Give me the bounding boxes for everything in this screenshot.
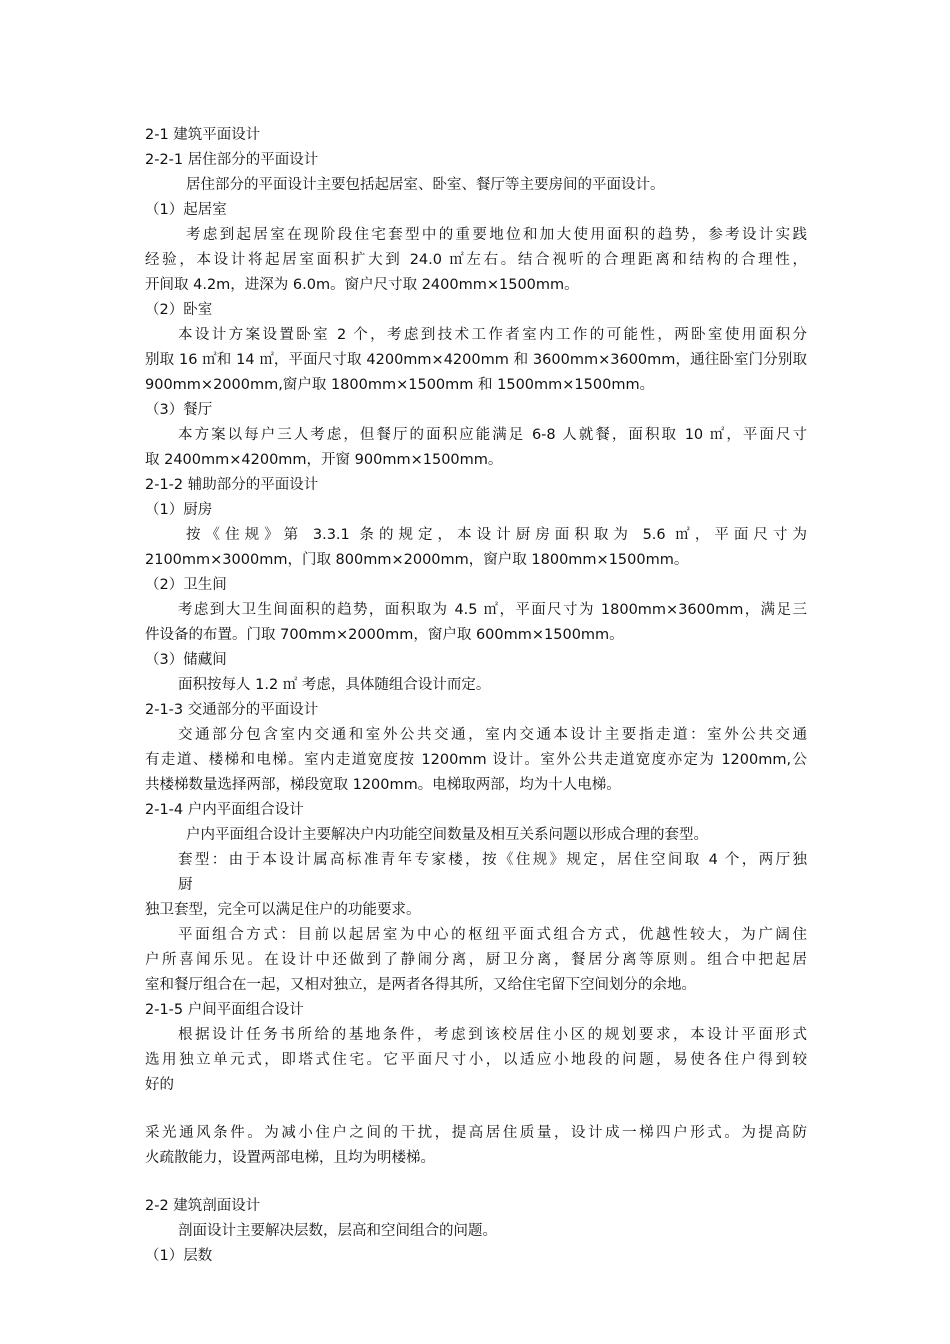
paragraph-line: 选用独立单元式，即塔式住宅。它平面尺寸小，以适应小地段的问题，易使各住户得到较 (145, 1052, 807, 1068)
paragraph-line: 平面组合方式：目前以起居室为中心的枢纽平面式组合方式，优越性较大，为广阔住 (178, 927, 807, 943)
paragraph-line: 户所喜闻乐见。在设计中还做到了静闹分离，厨卫分离，餐居分离等原则。组合中把起居 (145, 952, 807, 968)
list-item-heading: （1）厨房 (145, 502, 213, 518)
paragraph-line: 别取 16 ㎡和 14 ㎡，平面尺寸取 4200mm×4200mm 和 3600mm×3600mm，通往卧室门分别取 (145, 352, 807, 368)
paragraph-line: 共楼梯数量选择两部，梯段宽取 1200mm。电梯取两部，均为十人电梯。 (145, 777, 621, 793)
paragraph-line: 2100mm×3000mm，门取 800mm×2000mm，窗户取 1800mm×1500mm。 (145, 552, 689, 568)
paragraph-line: 套型：由于本设计属高标准青年专家楼，按《住规》规定，居住空间取 4 个，两厅独 (178, 852, 807, 868)
subsection-heading: 2-2-1 居住部分的平面设计 (145, 152, 319, 168)
paragraph-line: 交通部分包含室内交通和室外公共交通，室内交通本设计主要指走道：室外公共交通 (178, 727, 807, 743)
paragraph-line: 居住部分的平面设计主要包括起居室、卧室、餐厅等主要房间的平面设计。 (186, 177, 665, 193)
paragraph-line: 经验，本设计将起居室面积扩大到 24.0 ㎡左右。结合视听的合理距离和结构的合理性， (145, 252, 807, 268)
paragraph-line: 有走道、楼梯和电梯。室内走道宽度按 1200mm 设计。室外公共走道宽度亦定为 1200mm,公 (145, 752, 807, 768)
list-item-heading: （2）卫生间 (145, 577, 227, 593)
paragraph-line: 考虑到大卫生间面积的趋势，面积取为 4.5 ㎡，平面尺寸为 1800mm×3600mm，满足三 (178, 602, 807, 618)
list-item-heading: （1）起居室 (145, 202, 227, 218)
subsection-heading: 2-1-3 交通部分的平面设计 (145, 702, 319, 718)
paragraph-line: 户内平面组合设计主要解决户内功能空间数量及相互关系问题以形成合理的套型。 (186, 827, 708, 843)
subsection-heading: 2-1-5 户间平面组合设计 (145, 1002, 304, 1018)
subsection-heading: 2-1-4 户内平面组合设计 (145, 802, 304, 818)
paragraph-line: 室和餐厅组合在一起，又相对独立，是两者各得其所，又给住宅留下空间划分的余地。 (145, 977, 696, 993)
paragraph-line: 厨 (178, 877, 193, 893)
section-heading: 2-1 建筑平面设计 (145, 127, 261, 143)
list-item-heading: （2）卧室 (145, 302, 213, 318)
paragraph-line: 本设计方案设置卧室 2 个，考虑到技术工作者室内工作的可能性，两卧室使用面积分 (178, 327, 807, 343)
paragraph-line: 900mm×2000mm,窗户取 1800mm×1500mm 和 1500mm×1500mm。 (145, 377, 655, 393)
paragraph-line: 火疏散能力，设置两部电梯，且均为明楼梯。 (145, 1150, 435, 1166)
list-item-heading: （3）餐厅 (145, 402, 213, 418)
list-item-heading: （1）层数 (145, 1248, 213, 1264)
paragraph-line: 按《住规》第 3.3.1 条的规定，本设计厨房面积取为 5.6 ㎡，平面尺寸为 (186, 527, 807, 543)
paragraph-line: 根据设计任务书所给的基地条件，考虑到该校居住小区的规划要求，本设计平面形式 (178, 1027, 807, 1043)
paragraph-line: 取 2400mm×4200mm，开窗 900mm×1500mm。 (145, 452, 503, 468)
paragraph-line: 好的 (145, 1077, 174, 1093)
list-item-heading: （3）储藏间 (145, 652, 227, 668)
paragraph-line: 考虑到起居室在现阶段住宅套型中的重要地位和加大使用面积的趋势，参考设计实践 (186, 227, 807, 243)
paragraph-line: 件设备的布置。门取 700mm×2000mm，窗户取 600mm×1500mm。 (145, 627, 624, 643)
section-heading: 2-2 建筑剖面设计 (145, 1198, 261, 1214)
paragraph-line: 开间取 4.2m，进深为 6.0m。窗户尺寸取 2400mm×1500mm。 (145, 277, 579, 293)
paragraph-line: 面积按每人 1.2 ㎡ 考虑，具体随组合设计而定。 (178, 677, 491, 693)
paragraph-line: 剖面设计主要解决层数，层高和空间组合的问题。 (178, 1223, 497, 1239)
paragraph-line: 独卫套型，完全可以满足住户的功能要求。 (145, 902, 421, 918)
subsection-heading: 2-1-2 辅助部分的平面设计 (145, 477, 319, 493)
paragraph-line: 采光通风条件。为减小住户之间的干扰，提高居住质量，设计成一梯四户形式。为提高防 (145, 1125, 807, 1141)
paragraph-line: 本方案以每户三人考虑，但餐厅的面积应能满足 6-8 人就餐，面积取 10 ㎡，平面尺寸 (178, 427, 807, 443)
